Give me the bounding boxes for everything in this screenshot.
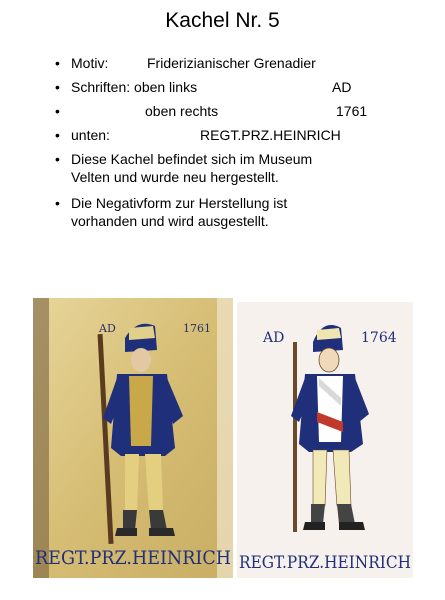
oben-rechts-value: 1761 [336, 103, 368, 119]
photo-regiment-text: REGT.PRZ.HEINRICH [35, 547, 231, 569]
drawing-year-text: 1764 [361, 330, 397, 346]
negativform-line-1: Die Negativform zur Herstellung ist [71, 195, 288, 211]
bullet-dot-icon: • [55, 151, 60, 167]
bullet-dot-icon: • [55, 127, 60, 143]
drawing-regiment-text: REGT.PRZ.HEINRICH [239, 553, 411, 573]
schriften-value: AD [332, 79, 352, 95]
oben-rechts-label: oben rechts [145, 103, 219, 119]
grenadier-drawing-image [237, 302, 413, 578]
bullet-dot-icon: • [55, 55, 60, 71]
page-title: Kachel Nr. 5 [165, 9, 280, 32]
photo-year-text: 1761 [183, 322, 211, 335]
negativform-line-2: vorhanden und wird ausgestellt. [71, 213, 269, 229]
unten-label: unten: [71, 127, 110, 143]
bullet-dot-icon: • [55, 195, 60, 211]
museum-line-2: Velten und wurde neu hergestellt. [71, 169, 279, 185]
bullet-dot-icon: • [55, 79, 60, 95]
tile-drawing [237, 302, 413, 578]
schriften-label: Schriften: oben links [71, 79, 198, 95]
tile-photo [33, 298, 233, 578]
photo-ad-text: AD [99, 322, 116, 335]
bullet-dot-icon: • [55, 103, 60, 119]
drawing-ad-text: AD [263, 330, 285, 346]
motiv-label: Motiv: [71, 55, 109, 71]
museum-line-1: Diese Kachel befindet sich im Museum [71, 151, 313, 167]
motiv-value: Friderizianischer Grenadier [147, 55, 316, 71]
unten-value: REGT.PRZ.HEINRICH [200, 127, 341, 143]
grenadier-tile-photo-image [33, 298, 233, 578]
